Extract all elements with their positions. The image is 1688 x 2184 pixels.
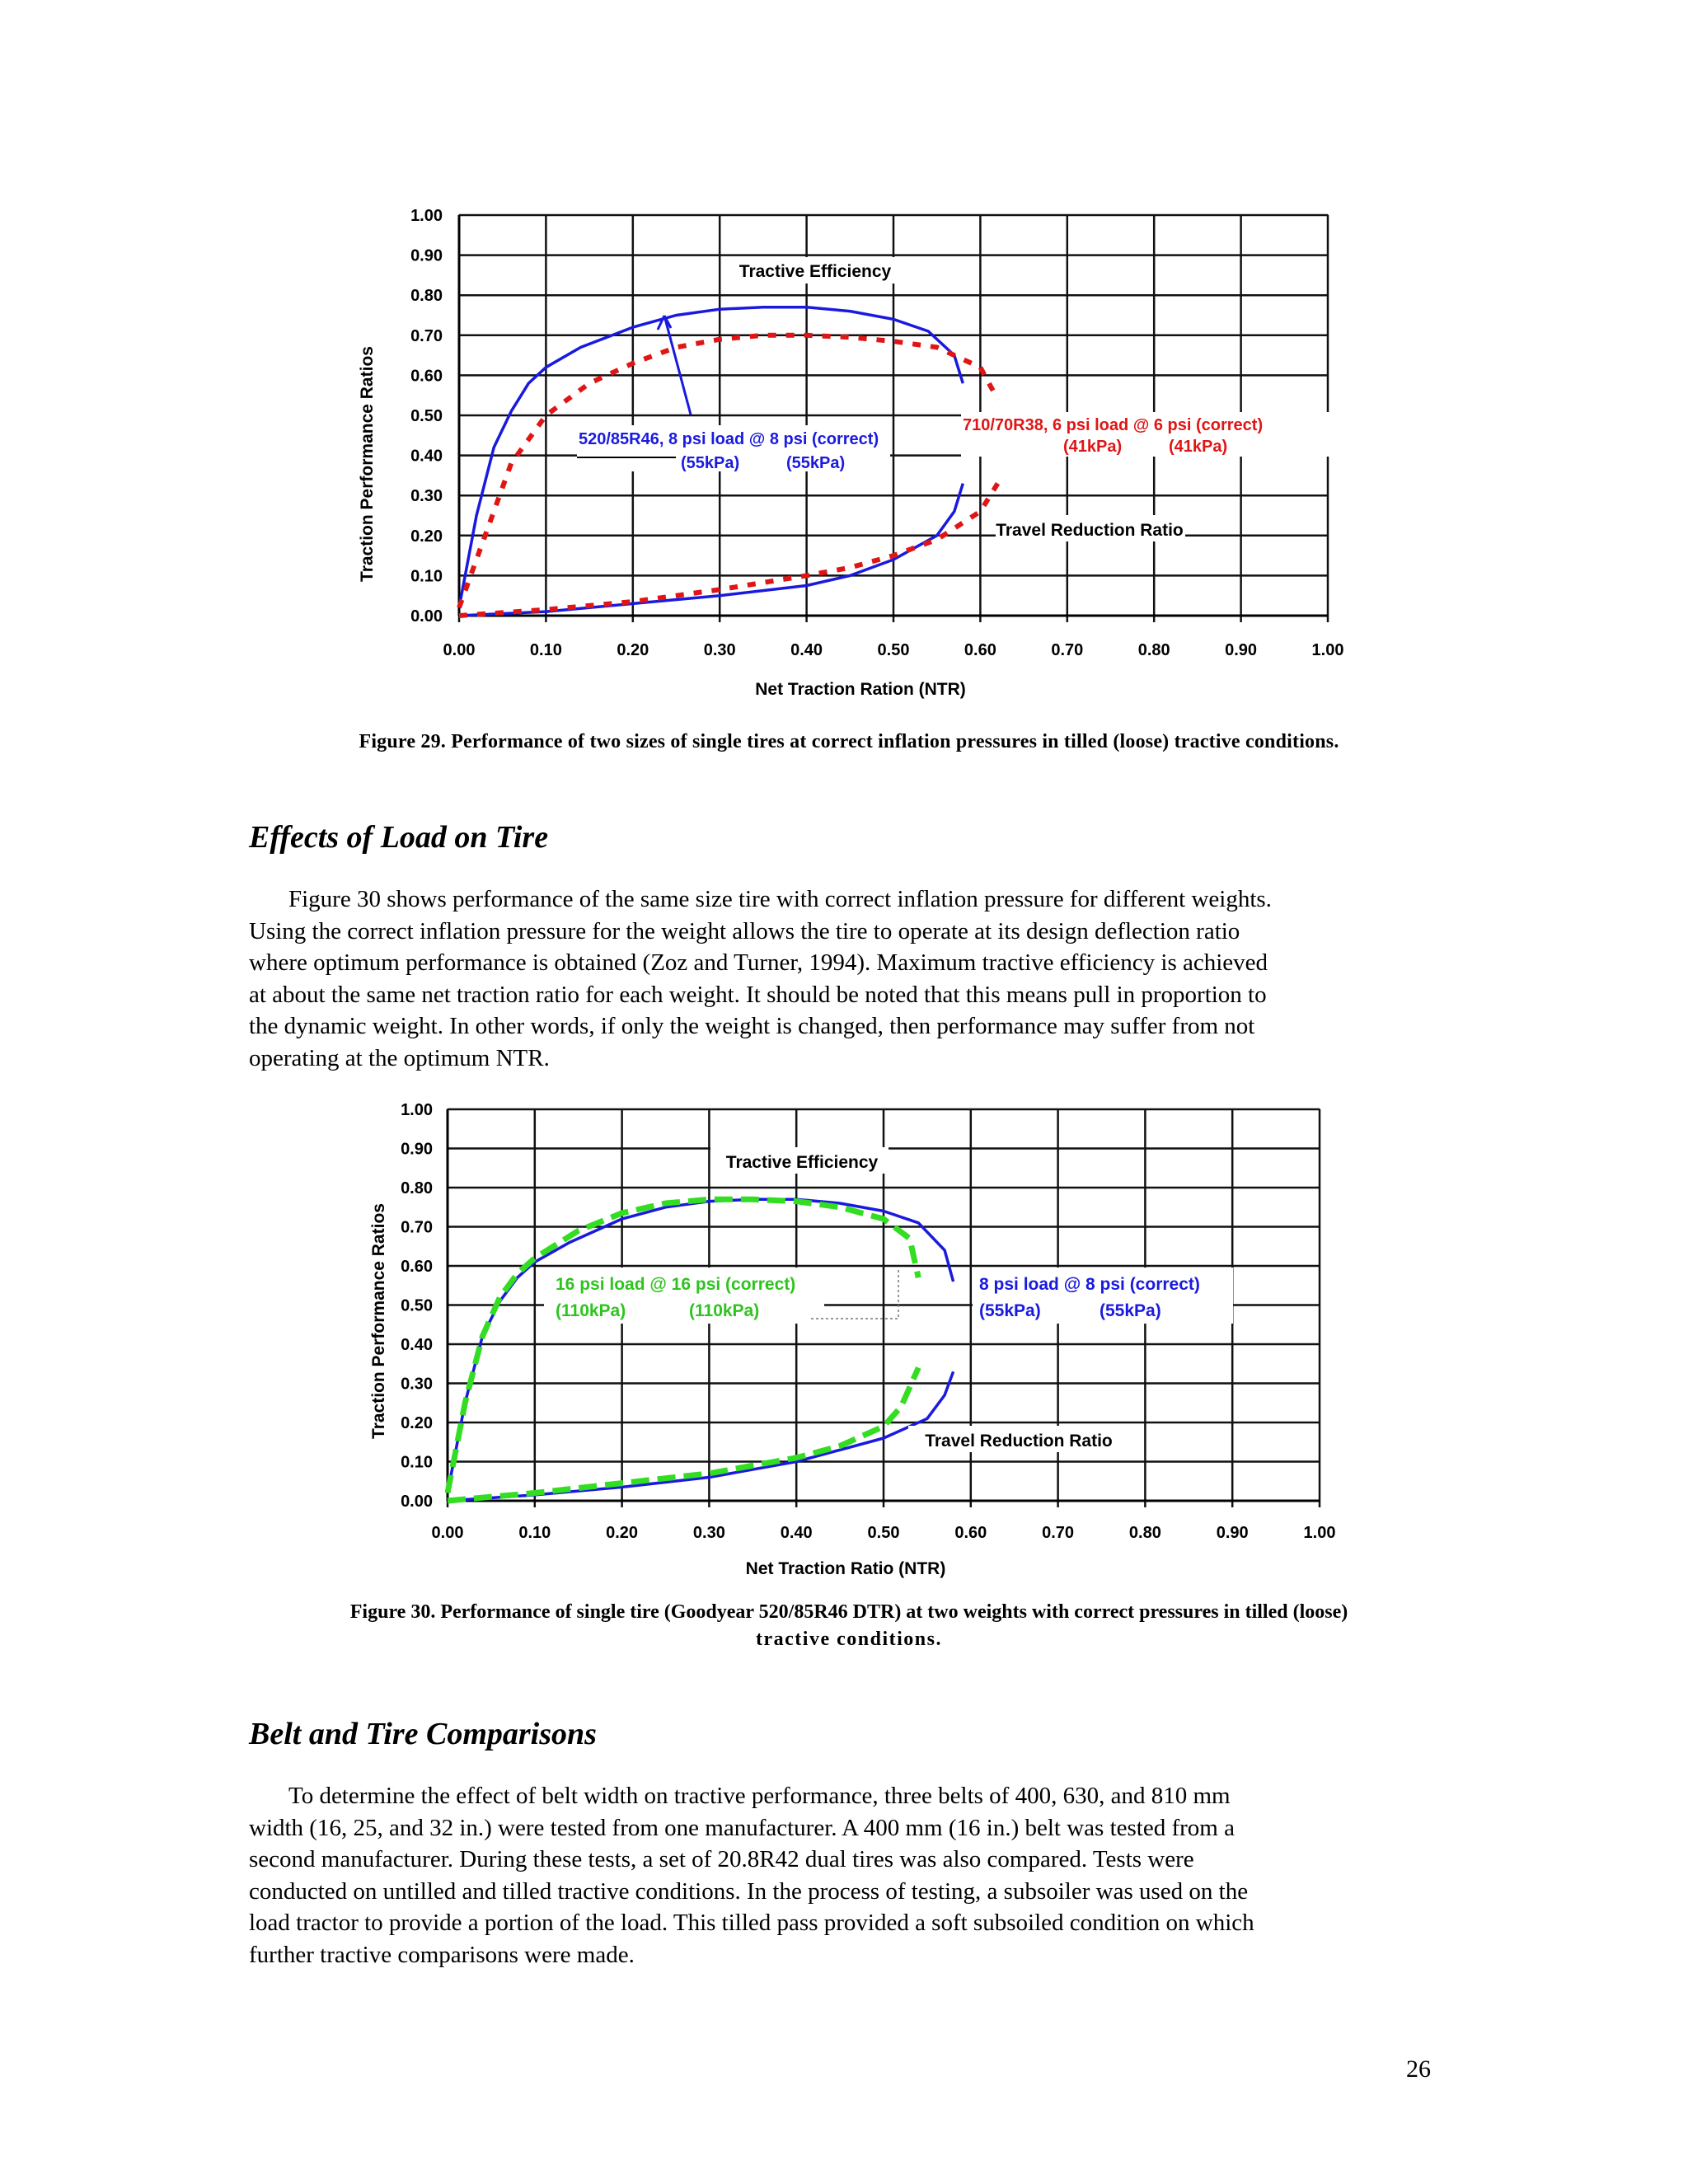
x-tick-label: 0.10 (518, 1524, 551, 1542)
section-2-paragraph (249, 1780, 1444, 1971)
section-heading: Effects of Load on Tire (249, 820, 549, 855)
paragraph-line: width (16, 25, and 32 in.) were tested from one manufacturer. A 400 mm (16 in.) belt was tested from a (249, 1814, 1235, 1841)
x-tick-label: 0.40 (790, 641, 823, 659)
x-tick-label: 0.00 (443, 641, 476, 659)
x-tick-label: 0.70 (1051, 641, 1084, 659)
blue-series-kpa-1: (55kPa) (979, 1301, 1041, 1320)
y-tick-label: 0.50 (401, 1296, 433, 1315)
y-tick-label: 0.20 (410, 527, 443, 546)
y-tick-label: 0.90 (401, 1140, 433, 1159)
blue-series-label: 8 psi load @ 8 psi (correct) (979, 1275, 1200, 1294)
tractive-efficiency-label: Tractive Efficiency (738, 262, 892, 281)
y-tick-label: 0.30 (401, 1375, 433, 1394)
green-series-kpa-1: (110kPa) (556, 1301, 626, 1320)
x-tick-label: 0.80 (1137, 641, 1170, 659)
x-tick-label: 0.70 (1042, 1524, 1075, 1542)
x-tick-label: 1.00 (1311, 641, 1344, 659)
y-tick-label: 0.60 (401, 1258, 433, 1276)
figure-29-caption: Figure 29. Performance of two sizes of single tires at correct inflation pressures in tilled (loose) tractive conditions. (359, 731, 1339, 752)
section-heading: Belt and Tire Comparisons (249, 1717, 597, 1751)
travel-reduction-ratio-label: Travel Reduction Ratio (996, 521, 1184, 540)
x-tick-label: 0.20 (606, 1524, 639, 1542)
paragraph-line: operating at the optimum NTR. (249, 1044, 550, 1071)
paragraph-line: at about the same net traction ratio for each weight. It should be noted that this means pull in proportion to (249, 981, 1267, 1008)
y-tick-label: 0.50 (410, 407, 443, 425)
red-series-label: 710/70R38, 6 psi load @ 6 psi (correct) (963, 416, 1264, 434)
blue-series-label: 520/85R46, 8 psi load @ 8 psi (correct) (579, 430, 879, 448)
y-tick-label: 0.70 (410, 326, 443, 345)
y-tick-label: 0.10 (401, 1453, 433, 1472)
caption-line: Figure 30. Performance of single tire (Goodyear 520/85R46 DTR) at two weights with correct pressures in tilled (loose) (349, 1601, 1348, 1623)
green-series-kpa-2: (110kPa) (689, 1301, 760, 1320)
x-tick-label: 1.00 (1303, 1524, 1336, 1542)
paragraph-line: the dynamic weight. In other words, if only the weight is changed, then performance may suffer from not (249, 1013, 1255, 1039)
y-tick-label: 0.60 (410, 367, 443, 386)
y-tick-label: 0.90 (410, 246, 443, 265)
x-axis-label: Net Traction Ratio (NTR) (745, 1559, 946, 1578)
y-tick-label: 0.80 (401, 1179, 433, 1197)
green-series-label: 16 psi load @ 16 psi (correct) (556, 1275, 796, 1294)
paragraph-line: To determine the effect of belt width on tractive performance, three belts of 400, 630, and 810 mm (288, 1783, 1231, 1809)
y-tick-label: 0.40 (401, 1336, 433, 1354)
y-tick-label: 0.20 (401, 1414, 433, 1432)
y-tick-label: 0.00 (401, 1493, 433, 1511)
x-tick-label: 0.00 (431, 1524, 464, 1542)
x-tick-label: 0.90 (1225, 641, 1258, 659)
y-tick-label: 0.00 (410, 607, 443, 626)
paragraph-line: load tractor to provide a portion of the load. This tilled pass provided a soft subsoiled condition on which (249, 1910, 1254, 1936)
red-series-kpa-1: (41kPa) (1063, 438, 1123, 456)
travel-reduction-ratio-label: Travel Reduction Ratio (925, 1432, 1113, 1451)
y-tick-label: 1.00 (401, 1101, 433, 1119)
figure-30-caption (247, 1599, 1451, 1653)
tractive-efficiency-label: Tractive Efficiency (725, 1153, 879, 1172)
y-tick-label: 0.80 (410, 287, 443, 306)
y-axis-label: Traction Performance Ratios (358, 346, 377, 582)
paragraph-line: conducted on untilled and tilled tractive conditions. In the process of testing, a subsoiler was used on the (249, 1877, 1249, 1905)
y-tick-label: 1.00 (410, 207, 443, 225)
x-tick-label: 0.40 (780, 1524, 813, 1542)
page-number: 26 (1406, 2055, 1431, 2083)
x-axis-label: Net Traction Ration (NTR) (755, 680, 966, 699)
y-tick-label: 0.10 (410, 567, 443, 586)
paragraph-line: further tractive comparisons were made. (249, 1941, 635, 1968)
x-tick-label: 0.90 (1216, 1524, 1249, 1542)
x-tick-label: 0.20 (617, 641, 649, 659)
paragraph-line: Using the correct inflation pressure for the weight allows the tire to operate at its design deflection ratio (249, 917, 1240, 944)
x-tick-label: 0.50 (877, 641, 910, 659)
blue-series-kpa-2: (55kPa) (1100, 1301, 1161, 1320)
y-axis-label: Traction Performance Ratios (369, 1203, 388, 1439)
x-tick-label: 0.10 (529, 641, 562, 659)
y-tick-label: 0.70 (401, 1218, 433, 1237)
paragraph-line: where optimum performance is obtained (Zoz and Turner, 1994). Maximum tractive efficiency is achieved (249, 949, 1268, 976)
x-tick-label: 0.50 (867, 1524, 900, 1542)
blue-series-kpa-1: (55kPa) (681, 454, 740, 472)
x-tick-label: 0.30 (692, 1524, 725, 1542)
y-tick-label: 0.40 (410, 447, 443, 466)
x-tick-label: 0.80 (1128, 1524, 1161, 1542)
red-series-kpa-2: (41kPa) (1169, 438, 1228, 456)
y-tick-label: 0.30 (410, 487, 443, 506)
x-tick-label: 0.60 (954, 1524, 987, 1542)
paragraph-line: second manufacturer. During these tests, a set of 20.8R42 dual tires was also compared. Tests were (249, 1846, 1194, 1872)
caption-line: tractive conditions. (756, 1629, 942, 1650)
x-tick-label: 0.60 (964, 641, 996, 659)
x-tick-label: 0.30 (703, 641, 736, 659)
paragraph-line: Figure 30 shows performance of the same size tire with correct inflation pressure for different weights. (288, 886, 1272, 912)
blue-series-kpa-2: (55kPa) (786, 454, 846, 472)
